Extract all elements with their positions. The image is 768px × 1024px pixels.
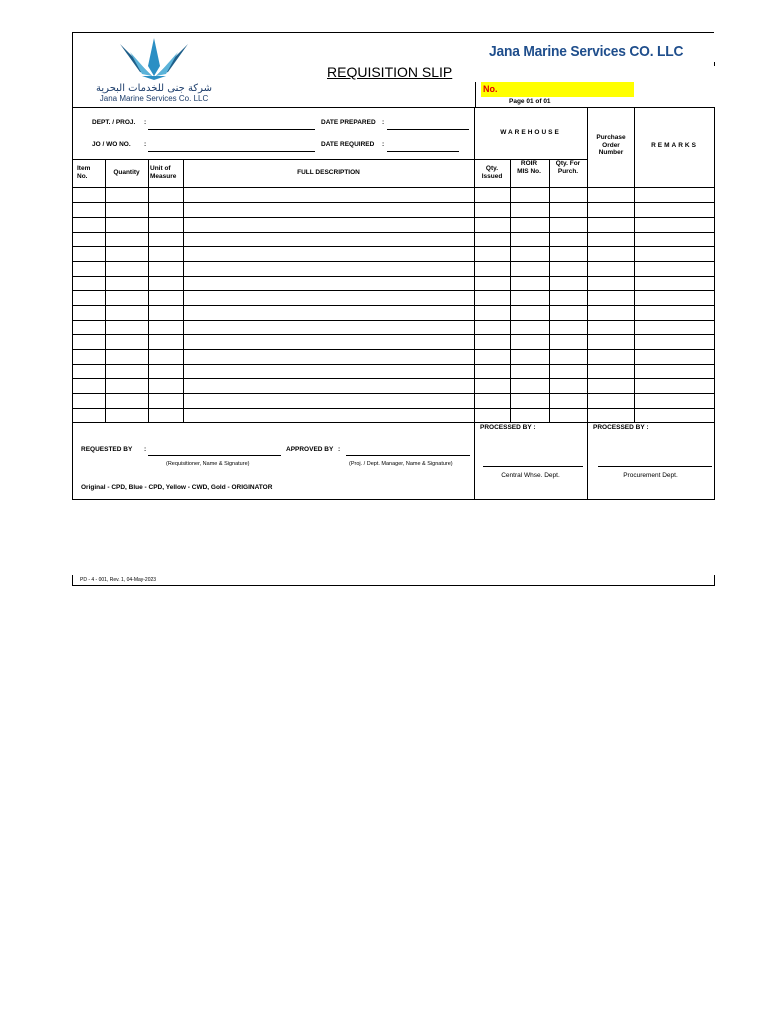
form-code-line <box>72 585 714 586</box>
table-row[interactable] <box>72 290 714 291</box>
copies-note: Original - CPD, Blue - CPD, Yellow - CWD, Gold - ORIGINATOR <box>81 484 273 491</box>
table-row[interactable] <box>72 334 714 335</box>
form-code: PD - 4 - 001, Rev. 1, 04-May-2023 <box>80 577 157 583</box>
requisitioner-caption: (Requisitioner, Name & Signature) <box>166 461 250 467</box>
processed-by-procurement-label: PROCESSED BY : <box>593 424 649 431</box>
page-number: Page 01 of 01 <box>509 98 551 105</box>
remarks-left-border <box>634 107 635 423</box>
table-row[interactable] <box>72 217 714 218</box>
table-row[interactable] <box>72 305 714 306</box>
central-dept-caption: Central Whse. Dept. <box>501 472 560 479</box>
col-divider-3 <box>183 159 184 423</box>
procurement-signature-field[interactable] <box>598 466 712 467</box>
dept-label: DEPT. / PROJ. <box>92 119 136 126</box>
table-row[interactable] <box>72 202 714 203</box>
processed-by-central-label: PROCESSED BY : <box>480 424 536 431</box>
logo-arabic-text: شركة جنى للخدمات البحرية <box>96 83 212 94</box>
star-logo-icon <box>82 36 226 80</box>
requested-by-signature-field[interactable] <box>148 455 281 456</box>
form-top-border <box>72 32 714 33</box>
po-number-header: Purchase Order Number <box>596 134 626 156</box>
dept-colon: : <box>144 119 147 126</box>
procurement-dept-caption: Procurement Dept. <box>623 472 678 479</box>
po-left-border <box>587 107 588 500</box>
jo-field[interactable] <box>148 151 315 152</box>
header-bottom-border <box>72 107 714 108</box>
table-row[interactable] <box>72 261 714 262</box>
table-row[interactable] <box>72 393 714 394</box>
remarks-header: REMARKS <box>651 142 698 149</box>
item-no-header: Item No. <box>77 165 91 180</box>
table-row[interactable] <box>72 378 714 379</box>
table-row[interactable] <box>72 422 714 423</box>
qty-purch-header: Qty. For Purch. <box>555 160 581 175</box>
quantity-header: Quantity <box>113 169 140 176</box>
dept-field[interactable] <box>148 129 315 130</box>
unit-header: Unit of Measure <box>150 165 177 180</box>
warehouse-sub-top-2 <box>474 159 510 160</box>
form-left-border <box>72 32 73 500</box>
number-label: No. <box>483 84 498 94</box>
date-prepared-colon: : <box>382 119 385 126</box>
roir-header: ROIR MIS No. <box>517 160 541 175</box>
qty-issued-header: Qty. Issued <box>481 165 503 180</box>
company-name: Jana Marine Services CO. LLC <box>489 43 684 60</box>
col-divider-6 <box>549 159 550 423</box>
warehouse-left-border <box>474 107 475 500</box>
header-right-tick <box>714 62 715 66</box>
table-row[interactable] <box>72 276 714 277</box>
date-prepared-label: DATE PREPARED <box>321 119 376 126</box>
col-divider-1 <box>105 159 106 423</box>
approved-colon: : <box>338 446 341 453</box>
central-signature-field[interactable] <box>483 466 583 467</box>
page-title: REQUISITION SLIP <box>327 64 453 80</box>
table-header-bottom <box>72 187 714 188</box>
col-divider-5 <box>510 159 511 423</box>
table-row[interactable] <box>72 408 714 409</box>
requisition-number-field[interactable] <box>481 82 634 97</box>
jo-label: JO / WO NO. <box>92 141 131 148</box>
description-header: FULL DESCRIPTION <box>297 169 360 176</box>
logo-english-text: Jana Marine Services Co. LLC <box>99 94 209 103</box>
form-bottom-border <box>72 499 714 500</box>
requested-colon: : <box>144 446 147 453</box>
table-row[interactable] <box>72 364 714 365</box>
table-row[interactable] <box>72 232 714 233</box>
form-right-border <box>714 107 715 500</box>
approved-by-signature-field[interactable] <box>346 455 470 456</box>
date-required-field[interactable] <box>387 151 459 152</box>
table-row[interactable] <box>72 246 714 247</box>
table-row[interactable] <box>72 349 714 350</box>
company-logo <box>82 36 226 102</box>
requested-by-label: REQUESTED BY <box>81 446 133 453</box>
header-divider <box>475 82 476 108</box>
date-required-label: DATE REQUIRED <box>321 141 375 148</box>
col-divider-2 <box>148 159 149 423</box>
form-code-right-tick <box>714 575 715 586</box>
approved-by-label: APPROVED BY <box>286 446 334 453</box>
warehouse-header: WAREHOUSE <box>500 129 561 136</box>
table-row[interactable] <box>72 320 714 321</box>
manager-caption: (Proj. / Dept. Manager, Name & Signature) <box>349 461 453 467</box>
date-prepared-field[interactable] <box>387 129 469 130</box>
jo-colon: : <box>144 141 147 148</box>
table-header-top <box>72 159 474 160</box>
date-required-colon: : <box>382 141 385 148</box>
